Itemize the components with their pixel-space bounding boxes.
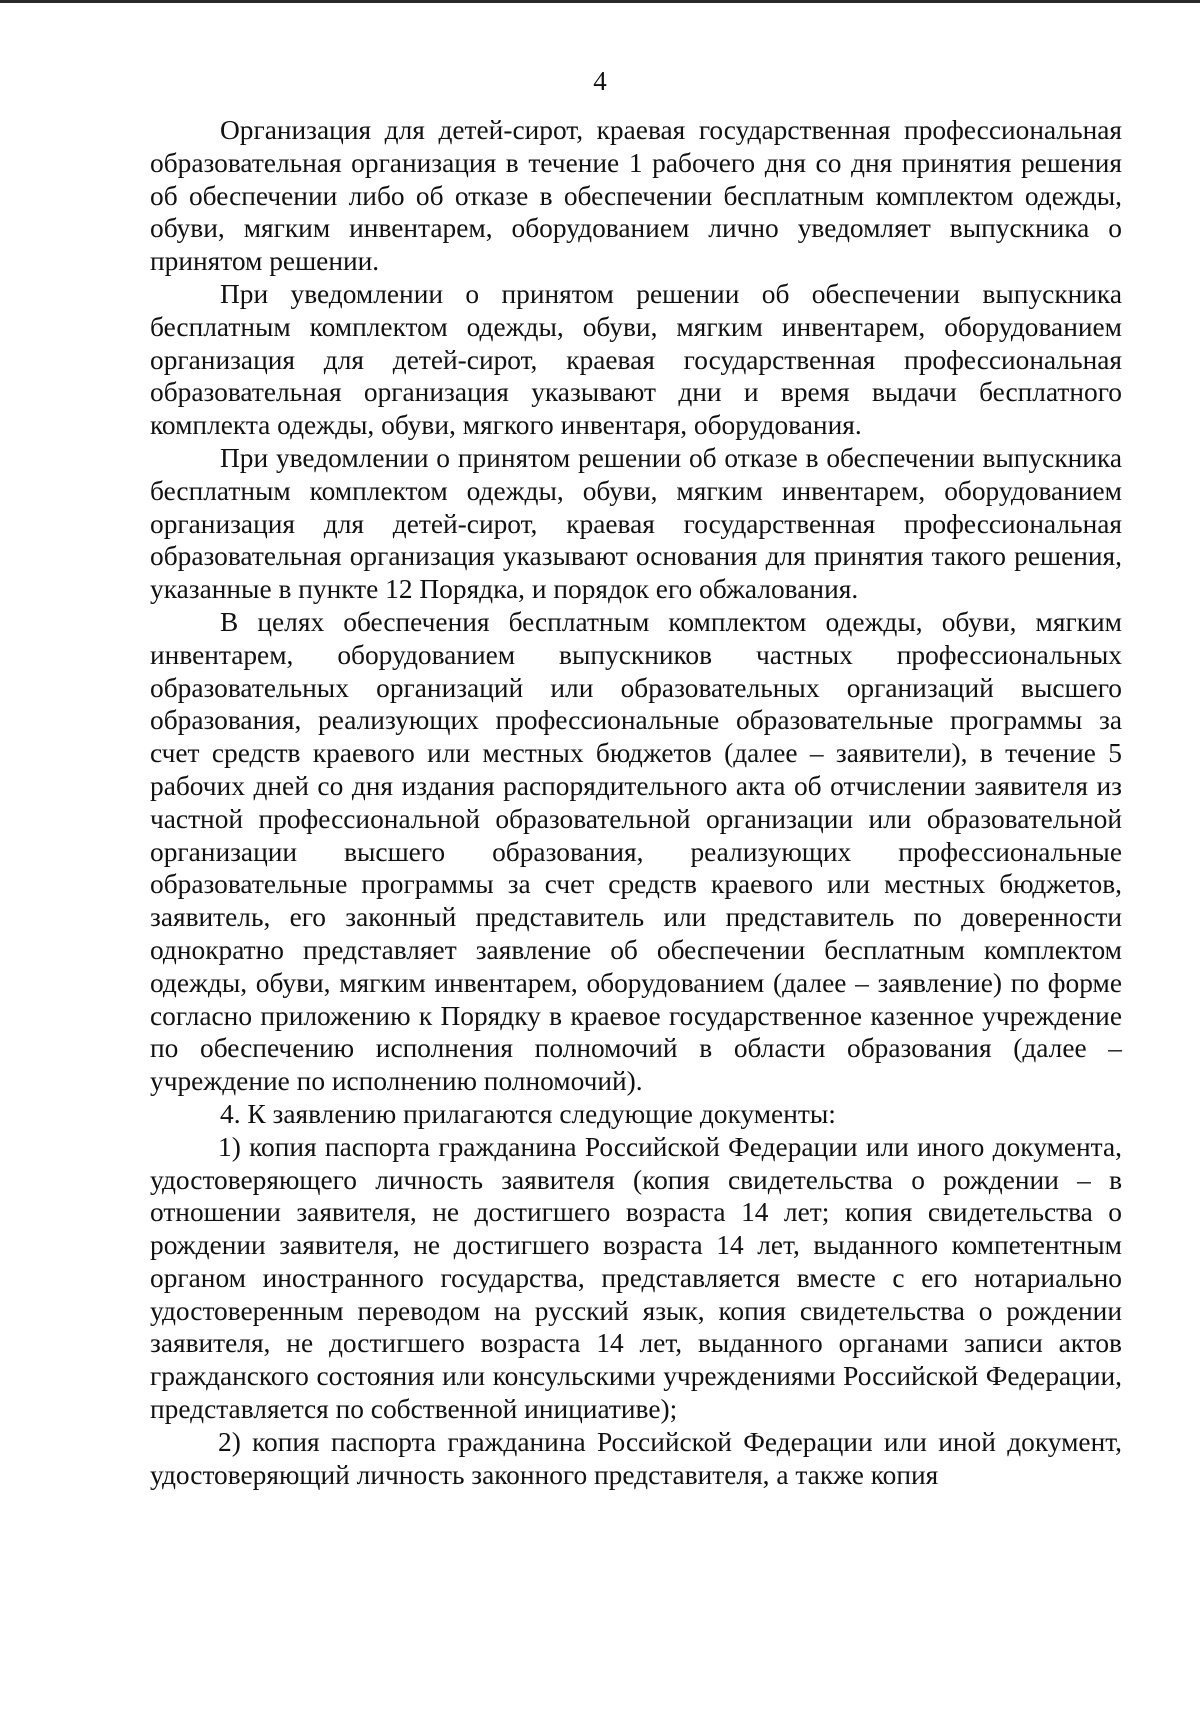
top-border-line [0, 0, 1200, 3]
paragraph-decision-provision: При уведомлении о принятом решении об обеспечении выпускника бесплатным комплектом одежды, обуви, мягким инвентарем, оборудованием организация для детей-сирот, краевая государственная профессиональная образовательная организация указывают дни и время выдачи бесплатного комплекта одежды, обуви, мягкого инвентаря, оборудования. [150, 278, 1122, 441]
document-body [150, 114, 1122, 1491]
paragraph-notification: Организация для детей-сирот, краевая государственная профессиональная образовательная организация в течение 1 рабочего дня со дня принятия решения об обеспечении либо об отказе в обеспечении бесплатным комплектом одежды, обуви, мягким инвентарем, оборудованием лично уведомляет выпускника о принятом решении. [150, 115, 1122, 277]
paragraph-applicants: В целях обеспечения бесплатным комплектом одежды, обуви, мягким инвентарем, оборудованием выпускников частных профессиональных образовательных организаций или образовательных организаций высшего образования, реализующих профессиональные образовательные программы за счет средств краевого или местных бюджетов (далее – заявители), в течение 5 рабочих дней со дня издания распорядительного акта об отчислении заявителя из частной профессиональной образовательной организации или образовательной организации высшего образования, реализующих профессиональные образовательные программы за счет средств краевого или местных бюджетов, заявитель, его законный представитель или представитель по доверенности однократно представляет заявление об обеспечении бесплатным комплектом одежды, обуви, мягким инвентарем, оборудованием (далее – заявление) по форме согласно приложению к Порядку в краевое государственное казенное учреждение по обеспечению исполнения полномочий в области образования (далее – учреждение по исполнению полномочий). [150, 606, 1122, 1097]
paragraph-section-4: 4. К заявлению прилагаются следующие документы: [220, 1098, 836, 1129]
paragraph-decision-refusal: При уведомлении о принятом решении об отказе в обеспечении выпускника бесплатным комплектом одежды, обуви, мягким инвентарем, оборудованием организация для детей-сирот, краевая государственная профессиональная образовательная организация указывают основания для принятия такого решения, указанные в пункте 12 Порядка, и порядок его обжалования. [150, 442, 1122, 605]
list-item-2: 2) копия паспорта гражданина Российской Федерации или иной документ, удостоверяющий личность законного представителя, а также копия [150, 1426, 1122, 1490]
page-number: 4 [593, 66, 607, 96]
list-item-1: 1) копия паспорта гражданина Российской Федерации или иного документа, удостоверяющего личность заявителя (копия свидетельства о рождении – в отношении заявителя, не достигшего возраста 14 лет; копия свидетельства о рождении заявителя, не достигшего возраста 14 лет, выданного компетентным органом иностранного государства, представляется вместе с его нотариально удостоверенным переводом на русский язык, копия свидетельства о рождении заявителя, не достигшего возраста 14 лет, выданного органами записи актов гражданского состояния или консульскими учреждениями Российской Федерации, представляется по собственной инициативе); [150, 1131, 1122, 1425]
